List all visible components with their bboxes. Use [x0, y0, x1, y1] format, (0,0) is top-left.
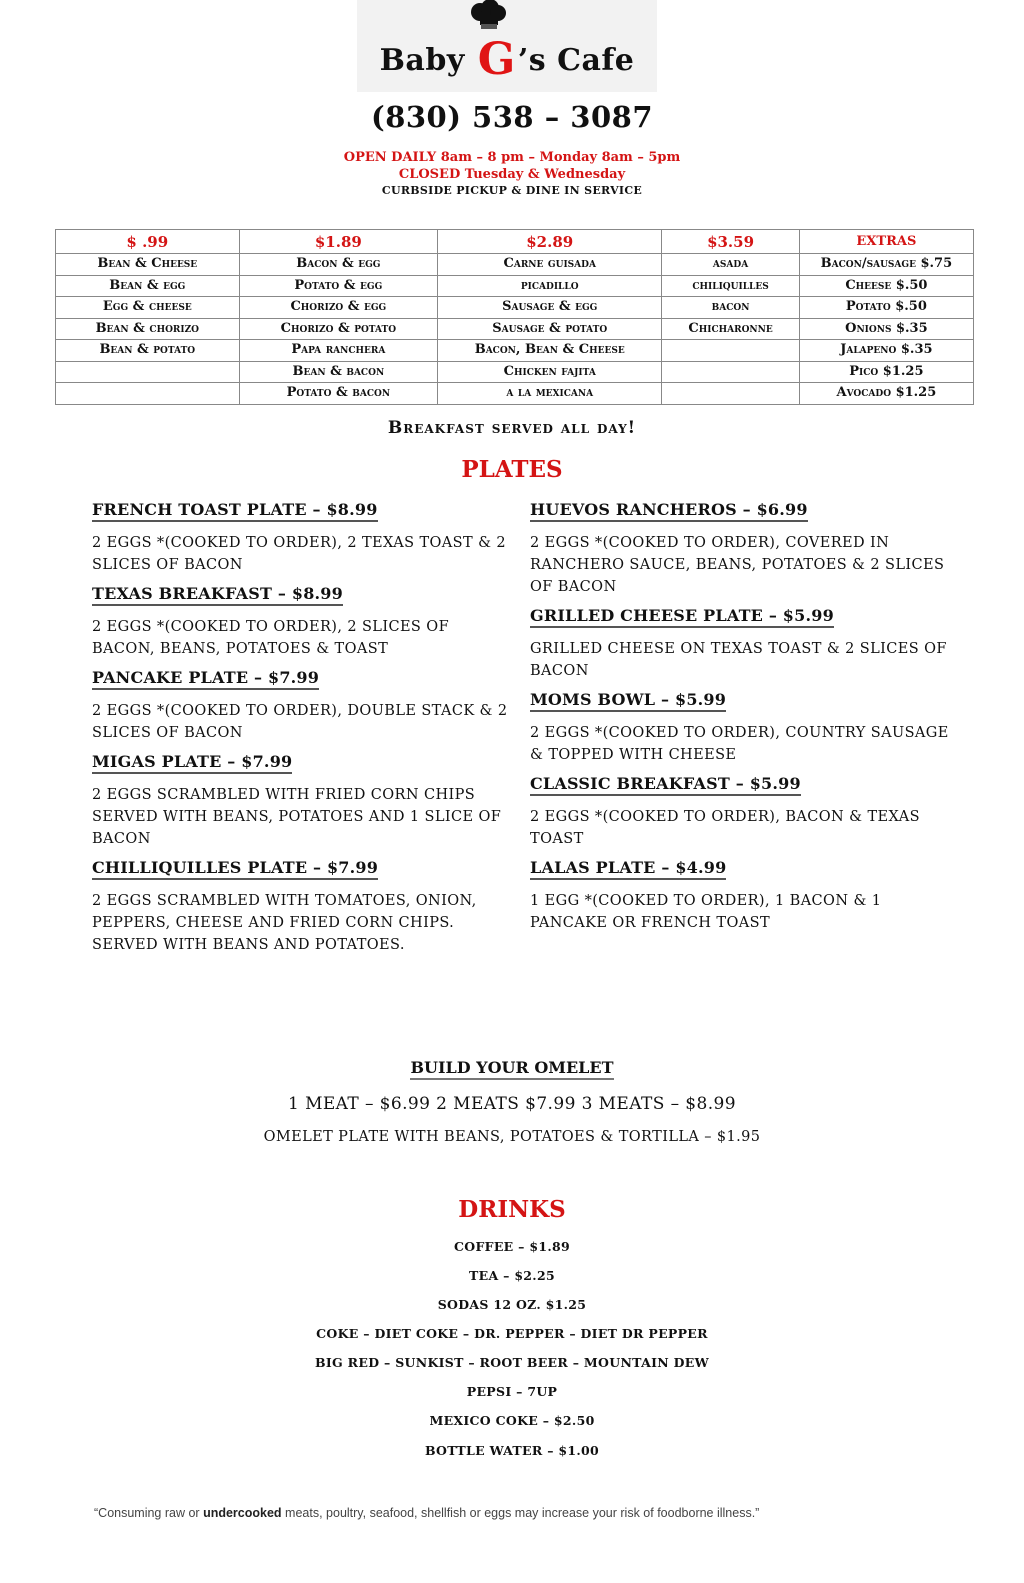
table-cell: Papa ranchera — [239, 340, 438, 362]
plate-title: CLASSIC BREAKFAST – $5.99 — [530, 774, 801, 796]
drink-item: COFFEE – $1.89 — [454, 1239, 570, 1254]
plate-item — [92, 500, 512, 576]
table-cell: Bacon, Bean & Cheese — [438, 340, 662, 362]
table-cell: Egg & cheese — [56, 297, 240, 319]
plate-title: FRENCH TOAST PLATE – $8.99 — [92, 500, 378, 522]
table-row — [56, 275, 974, 297]
table-cell: Chorizo & potato — [239, 318, 438, 340]
plate-description: 2 EGGS *(COOKED TO ORDER), BACON & TEXAS TOAST — [530, 809, 920, 847]
logo-prefix: Baby — [379, 43, 465, 78]
hours-open: OPEN DAILY 8am – 8 pm – Monday 8am – 5pm — [343, 150, 681, 165]
table-cell: asada — [662, 254, 799, 276]
plate-title: MOMS BOWL – $5.99 — [530, 690, 726, 712]
disclaimer-text: meats, poultry, seafood, shellfish or eggs may increase your risk of foodborne illness.” — [281, 1506, 760, 1520]
table-cell: bacon — [662, 297, 799, 319]
table-cell: chiliquilles — [662, 275, 799, 297]
plate-title: PANCAKE PLATE – $7.99 — [92, 668, 319, 690]
table-row — [56, 383, 974, 405]
table-cell: Jalapeno $.35 — [799, 340, 973, 362]
table-row — [56, 297, 974, 319]
table-cell: picadillo — [438, 275, 662, 297]
plate-item — [92, 752, 512, 850]
table-header-row — [56, 230, 974, 254]
table-cell — [56, 361, 240, 383]
plate-description: 2 EGGS *(COOKED TO ORDER), COVERED IN RANCHERO SAUCE, BEANS, POTATOES & 2 SLICES OF BACON — [530, 535, 945, 595]
hours-closed: CLOSED Tuesday & Wednesday — [398, 167, 626, 182]
plate-item — [92, 858, 512, 956]
plate-description: 2 EGGS *(COOKED TO ORDER), DOUBLE STACK & 2 SLICES OF BACON — [92, 703, 508, 741]
disclaimer-emphasis: undercooked — [203, 1506, 282, 1520]
plate-item — [530, 690, 950, 766]
logo-wordmark — [357, 30, 657, 85]
food-safety-disclaimer — [94, 1506, 759, 1520]
plate-description: 2 EGGS *(COOKED TO ORDER), 2 TEXAS TOAST & 2 SLICES OF BACON — [92, 535, 507, 573]
omelet-plate: OMELET PLATE WITH BEANS, POTATOES & TORTILLA – $1.95 — [263, 1129, 761, 1145]
phone-number: (830) 538 – 3087 — [370, 100, 653, 134]
plate-title: HUEVOS RANCHEROS – $6.99 — [530, 500, 808, 522]
drink-item: TEA – $2.25 — [469, 1268, 555, 1283]
table-cell: Bacon & egg — [239, 254, 438, 276]
plate-item — [530, 606, 950, 682]
table-cell: Potato & bacon — [239, 383, 438, 405]
table-row — [56, 318, 974, 340]
logo-letter-g: G — [477, 34, 516, 85]
table-cell: Bean & potato — [56, 340, 240, 362]
plates-right-column — [530, 500, 950, 942]
plate-item — [530, 774, 950, 850]
plate-item — [92, 668, 512, 744]
plate-title: LALAS PLATE – $4.99 — [530, 858, 726, 880]
table-cell — [56, 383, 240, 405]
plate-title: TEXAS BREAKFAST – $8.99 — [92, 584, 343, 606]
service-line: CURBSIDE PICKUP & DINE IN SERVICE — [381, 184, 643, 197]
table-cell: Bean & bacon — [239, 361, 438, 383]
price-header: $2.89 — [438, 230, 662, 254]
plate-item — [92, 584, 512, 660]
drink-item: MEXICO COKE – $2.50 — [429, 1413, 595, 1428]
plate-title: GRILLED CHEESE PLATE – $5.99 — [530, 606, 834, 628]
omelet-title: BUILD YOUR OMELET — [410, 1058, 613, 1080]
table-cell: Avocado $1.25 — [799, 383, 973, 405]
table-row — [56, 361, 974, 383]
plate-description: 2 EGGS *(COOKED TO ORDER), COUNTRY SAUSAGE & TOPPED WITH CHEESE — [530, 725, 949, 763]
plate-title: MIGAS PLATE – $7.99 — [92, 752, 292, 774]
drink-item: SODAS 12 OZ. $1.25 — [437, 1297, 587, 1312]
plates-title: PLATES — [461, 456, 563, 483]
table-cell: Chicken fajita — [438, 361, 662, 383]
plate-description: 2 EGGS *(COOKED TO ORDER), 2 SLICES OF BACON, BEANS, POTATOES & TOAST — [92, 619, 450, 657]
drink-item: BIG RED – SUNKIST – ROOT BEER – MOUNTAIN DEW — [315, 1355, 709, 1370]
table-cell: Potato $.50 — [799, 297, 973, 319]
table-cell: a la mexicana — [438, 383, 662, 405]
plate-description: 1 EGG *(COOKED TO ORDER), 1 BACON & 1 PANCAKE OR FRENCH TOAST — [530, 893, 882, 931]
price-header: $ .99 — [56, 230, 240, 254]
table-cell: Chorizo & egg — [239, 297, 438, 319]
omelet-prices: 1 MEAT – $6.99 2 MEATS $7.99 3 MEATS – $8.99 — [288, 1094, 736, 1114]
table-cell: Bacon/sausage $.75 — [799, 254, 973, 276]
price-header: $3.59 — [662, 230, 799, 254]
logo — [357, 0, 657, 92]
chef-hat-icon — [468, 0, 508, 30]
table-cell: Onions $.35 — [799, 318, 973, 340]
table-cell: Bean & Cheese — [56, 254, 240, 276]
plate-description: 2 EGGS SCRAMBLED WITH FRIED CORN CHIPS SERVED WITH BEANS, POTATOES AND 1 SLICE OF BACON — [92, 787, 502, 847]
plate-item — [530, 500, 950, 598]
price-header: $1.89 — [239, 230, 438, 254]
table-cell: Pico $1.25 — [799, 361, 973, 383]
table-cell: Sausage & potato — [438, 318, 662, 340]
table-row — [56, 254, 974, 276]
table-cell — [662, 383, 799, 405]
table-cell: Carne guisada — [438, 254, 662, 276]
plate-item — [530, 858, 950, 934]
table-cell: Cheese $.50 — [799, 275, 973, 297]
table-cell: Potato & egg — [239, 275, 438, 297]
drink-item: BOTTLE WATER – $1.00 — [424, 1443, 600, 1458]
table-cell: Sausage & egg — [438, 297, 662, 319]
table-cell: Bean & chorizo — [56, 318, 240, 340]
plate-description: 2 EGGS SCRAMBLED WITH TOMATOES, ONION, PEPPERS, CHEESE AND FRIED CORN CHIPS. SERVED WITH BEANS AND POTATOES. — [92, 893, 477, 953]
omelet-section — [0, 1058, 1024, 1077]
disclaimer-text: “Consuming raw or — [94, 1506, 204, 1520]
drinks-title: DRINKS — [458, 1196, 566, 1223]
plate-title: CHILLIQUILLES PLATE – $7.99 — [92, 858, 378, 880]
taco-price-table — [55, 229, 974, 405]
table-cell — [662, 361, 799, 383]
drink-item: COKE – DIET COKE – DR. PEPPER – DIET DR PEPPER — [316, 1326, 708, 1341]
drink-item: PEPSI – 7UP — [466, 1384, 558, 1399]
breakfast-note: Breakfast served all day! — [387, 418, 637, 438]
table-cell: Chicharonne — [662, 318, 799, 340]
extras-header: EXTRAS — [799, 230, 973, 254]
table-cell: Bean & egg — [56, 275, 240, 297]
plate-description: GRILLED CHEESE ON TEXAS TOAST & 2 SLICES OF BACON — [530, 641, 947, 679]
table-cell — [662, 340, 799, 362]
plates-left-column — [92, 500, 512, 964]
table-row — [56, 340, 974, 362]
logo-suffix: ’s Cafe — [517, 43, 635, 78]
